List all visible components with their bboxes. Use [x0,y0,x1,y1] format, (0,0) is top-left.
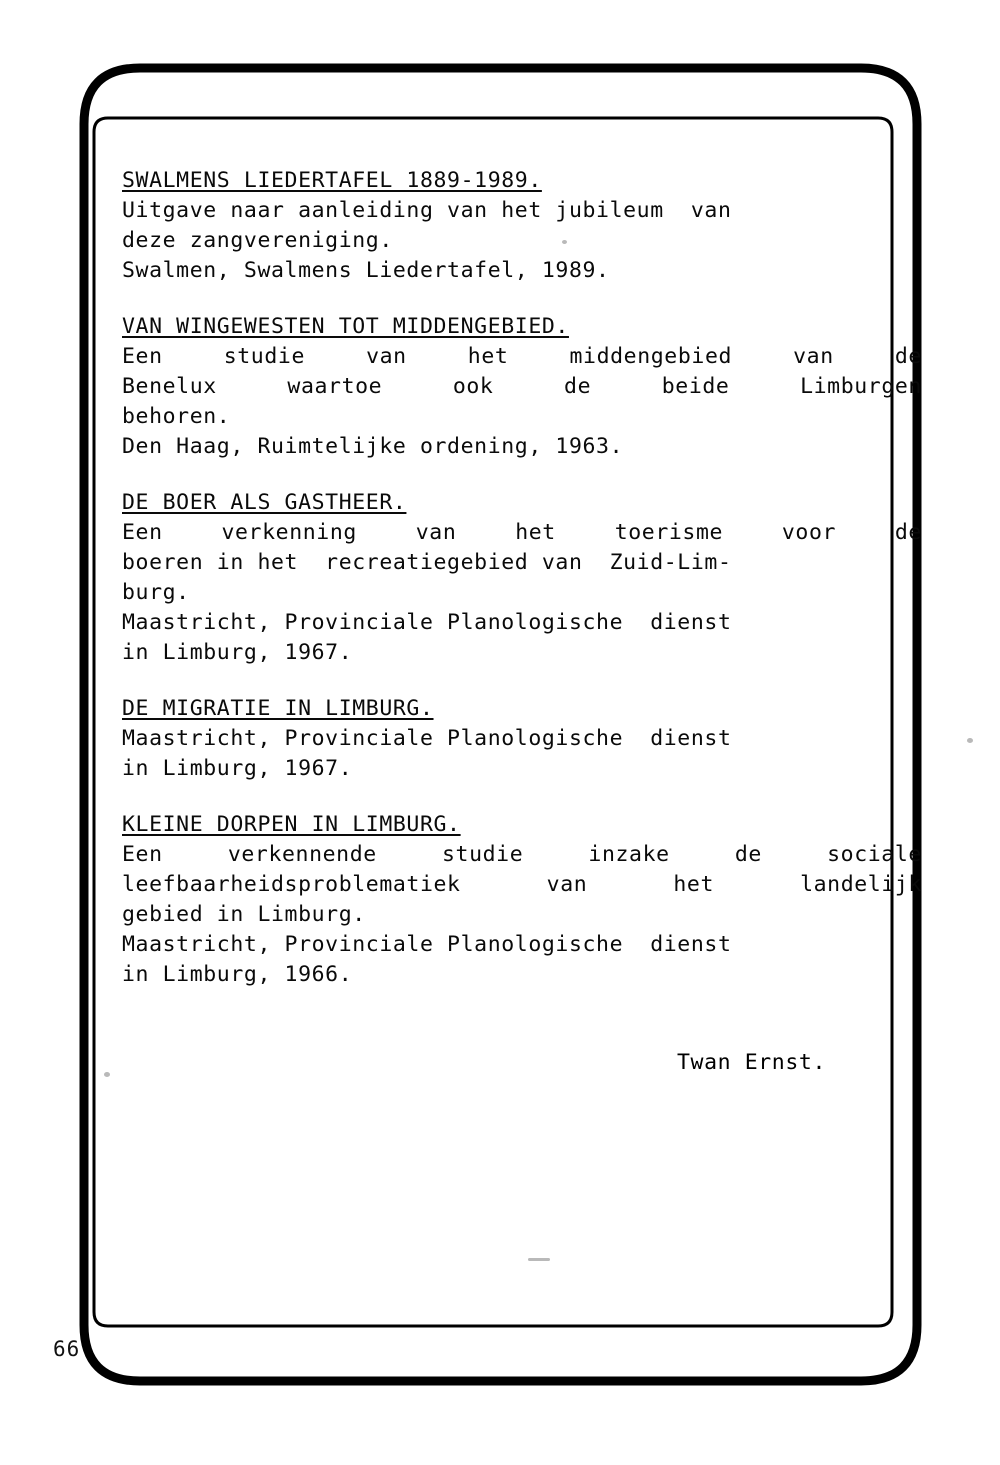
entry-title: DE MIGRATIE IN LIMBURG. [122,696,434,721]
entry-line: in Limburg, 1966. [122,962,353,987]
entry-line: Maastricht, Provinciale Planologische dienst [122,932,732,957]
entry-title: KLEINE DORPEN IN LIMBURG. [122,812,461,837]
scan-speck [967,738,973,743]
entry-title: SWALMENS LIEDERTAFEL 1889-1989. [122,168,542,193]
scan-speck [528,1258,550,1261]
scan-speck [104,1072,110,1077]
bibliography-entry [122,694,922,784]
entry-line: Maastricht, Provinciale Planologische dienst [122,726,732,751]
entry-line: Een verkennende studie inzake de sociale [122,842,922,867]
entry-line: Maastricht, Provinciale Planologische dienst [122,610,732,635]
entry-line: Uitgave naar aanleiding van het jubileum van [122,198,732,223]
entry-line: gebied in Limburg. [122,902,366,927]
entry-line: behoren. [122,404,231,429]
entry-title: VAN WINGEWESTEN TOT MIDDENGEBIED. [122,314,569,339]
entry-line: Den Haag, Ruimtelijke ordening, 1963. [122,434,624,459]
bibliography-entry [122,810,922,990]
bibliography-entry [122,488,922,668]
entry-line: in Limburg, 1967. [122,756,353,781]
entry-line: in Limburg, 1967. [122,640,353,665]
author-signature: Twan Ernst. [677,1050,826,1075]
entry-line: boeren in het recreatiegebied van Zuid-Lim- [122,550,732,575]
entry-line: Swalmen, Swalmens Liedertafel, 1989. [122,258,610,283]
bibliography-list [122,166,922,1078]
entry-line: deze zangvereniging. [122,228,393,253]
entry-line: Benelux waartoe ook de beide Limburgen [122,374,922,399]
bibliography-entry [122,166,922,286]
entry-line: leefbaarheidsproblematiek van het landelijk [122,872,922,897]
entry-line: Een studie van het middengebied van de [122,344,922,369]
entry-line: burg. [122,580,190,605]
bibliography-entry [122,312,922,462]
entry-line: Een verkenning van het toerisme voor de [122,520,922,545]
entry-title: DE BOER ALS GASTHEER. [122,490,407,515]
page-number: 66 [53,1337,81,1361]
